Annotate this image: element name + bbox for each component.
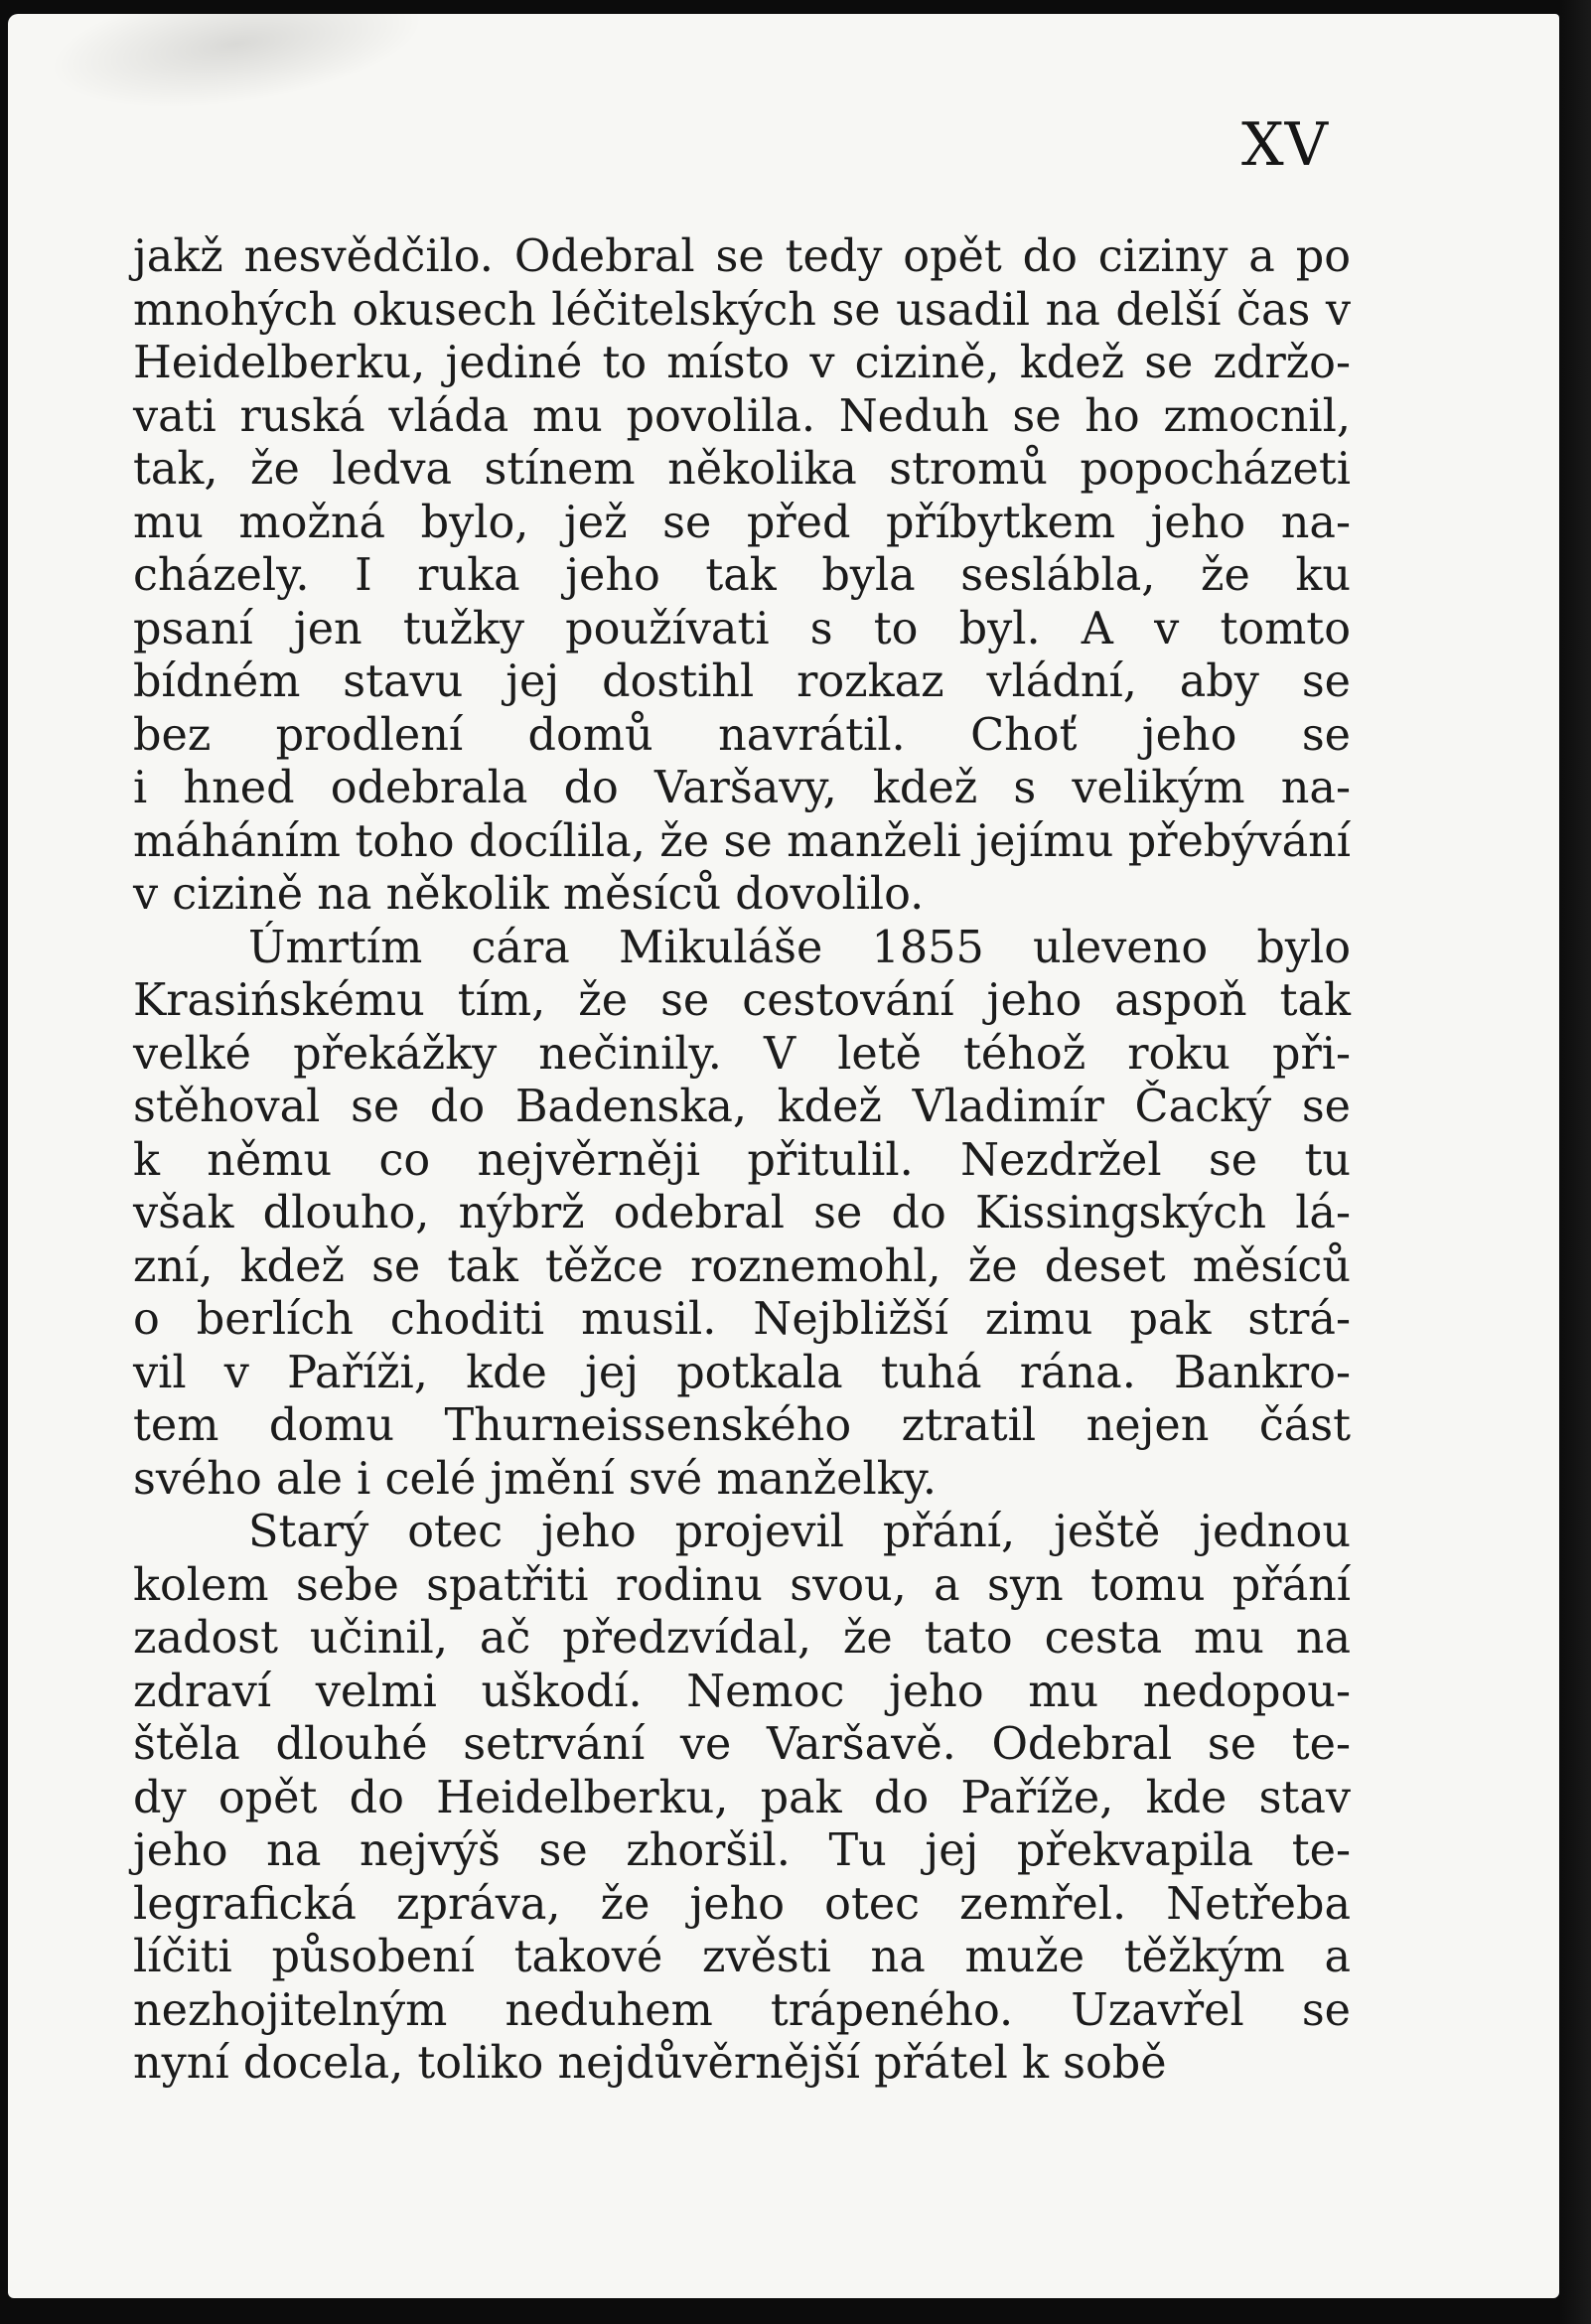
text-line: nezhojitelným neduhem trápeného. Uzavřel se (133, 1984, 1351, 2036)
text-line: vil v Paříži, kde jej potkala tuhá rána. Bankro- (133, 1347, 1351, 1398)
text-line: mu možná bylo, jež se před příbytkem jeho na- (133, 497, 1351, 548)
page-smudge (41, 14, 431, 129)
book-page (8, 14, 1559, 2298)
paragraph (133, 230, 1351, 922)
text-line: vati ruská vláda mu povolila. Neduh se ho zmocnil, (133, 390, 1351, 442)
text-line: kolem sebe spatřiti rodinu svou, a syn tomu přání (133, 1559, 1351, 1611)
text-line: cházely. I ruka jeho tak byla seslábla, že ku (133, 550, 1351, 601)
text-line: v cizině na několik měsíců dovolilo. (133, 869, 925, 920)
page-number: XV (1240, 110, 1329, 180)
text-line: tem domu Thurneissenského ztratil nejen část (133, 1400, 1351, 1451)
text-line: legrafická zpráva, že jeho otec zemřel. Netřeba (133, 1878, 1351, 1930)
text-line: psaní jen tužky používati s to byl. A v tomto (133, 603, 1351, 654)
paragraph (133, 1506, 1351, 2091)
text-line: zní, kdež se tak těžce roznemohl, že deset měsíců (133, 1240, 1351, 1292)
text-line: však dlouho, nýbrž odebral se do Kissingských lá- (133, 1188, 1351, 1238)
text-line: mnohých okusech léčitelských se usadil na delší čas v (133, 284, 1351, 336)
text-line: líčiti působení takové zvěsti na muže těžkým a (133, 1932, 1351, 1982)
page-edge-shadow (1559, 0, 1591, 2324)
text-line: o berlích choditi musil. Nejbližší zimu pak strá- (133, 1294, 1351, 1345)
text-line: Krasińskému tím, že se cestování jeho aspoň tak (133, 975, 1351, 1026)
text-line: dy opět do Heidelberku, pak do Paříže, kde stav (133, 1772, 1351, 1823)
text-line: Heidelberku, jediné to místo v cizině, kdež se zdržo- (133, 338, 1351, 388)
text-line: bídném stavu jej dostihl rozkaz vládní, aby se (133, 656, 1351, 707)
text-line: tak, že ledva stínem několika stromů popocházeti (133, 444, 1351, 495)
body-text (133, 230, 1351, 2091)
paragraph (133, 922, 1351, 1507)
text-line: velké překážky nečinily. V letě téhož roku při- (133, 1028, 1351, 1080)
text-line: Starý otec jeho projevil přání, ještě jednou (248, 1507, 1351, 1557)
text-line: zadost učinil, ač předzvídal, že tato cesta mu na (133, 1613, 1351, 1664)
text-line: štěla dlouhé setrvání ve Varšavě. Odebral se te- (133, 1719, 1351, 1770)
text-line: i hned odebrala do Varšavy, kdež s velikým na- (133, 763, 1351, 813)
text-line: Úmrtím cára Mikuláše 1855 uleveno bylo (248, 922, 1351, 973)
text-line: jakž nesvědčilo. Odebral se tedy opět do ciziny a po (133, 231, 1351, 282)
text-line: máháním toho docílila, že se manželi jejímu přebývání (133, 815, 1351, 867)
text-line: bez prodlení domů navrátil. Choť jeho se (133, 709, 1351, 761)
text-line: k němu co nejvěrněji přitulil. Nezdržel se tu (133, 1134, 1351, 1186)
text-line: nyní docela, toliko nejdůvěrnější přátel k sobě (133, 2038, 1167, 2089)
text-line: zdraví velmi uškodí. Nemoc jeho mu nedopou- (133, 1666, 1351, 1717)
text-line: svého ale i celé jmění své manželky. (133, 1453, 938, 1505)
text-line: jeho na nejvýš se zhoršil. Tu jej překvapila te- (133, 1825, 1351, 1876)
text-line: stěhoval se do Badenska, kdež Vladimír Čacký se (133, 1082, 1351, 1132)
